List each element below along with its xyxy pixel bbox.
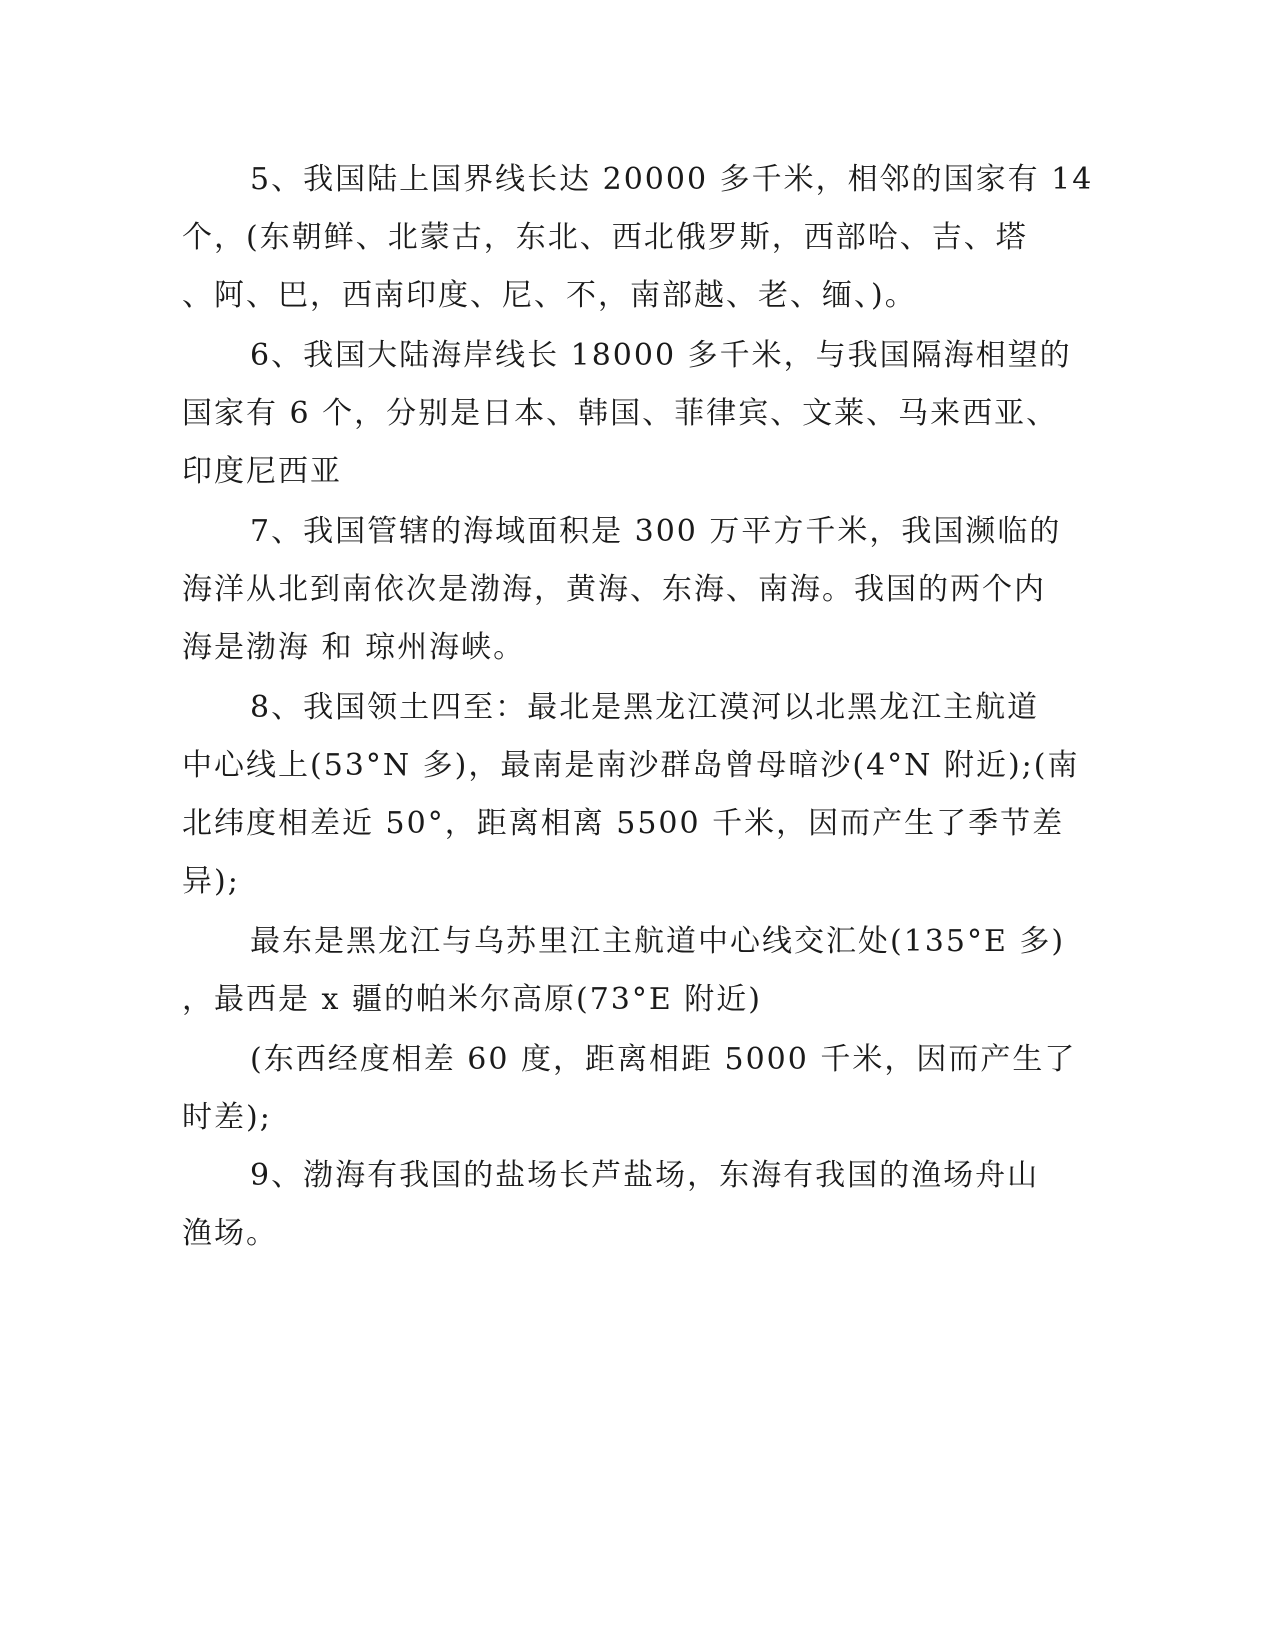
paragraph-7-line-3: 海是渤海 和 琼州海峡。 (182, 630, 526, 665)
longitude-note-line-1: (东西经度相差 60 度，距离相距 5000 千米，因而产生了 (250, 1042, 1077, 1077)
paragraph-5-line-2: 个，(东朝鲜、北蒙古，东北、西北俄罗斯，西部哈、吉、塔 (182, 220, 1028, 255)
paragraph-8-line-2: 中心线上(53°N 多)，最南是南沙群岛曾母暗沙(4°N 附近);(南 (182, 748, 1080, 783)
paragraph-6-line-1: 6、我国大陆海岸线长 18000 多千米，与我国隔海相望的 (250, 338, 1072, 373)
paragraph-9-line-2: 渔场。 (182, 1216, 278, 1251)
paragraph-6-line-2: 国家有 6 个，分别是日本、韩国、菲律宾、文莱、马来西亚、 (182, 396, 1059, 431)
paragraph-5-line-3: 、阿、巴，西南印度、尼、不，南部越、老、缅、)。 (182, 278, 917, 313)
paragraph-8-line-4: 异); (182, 864, 240, 899)
longitude-note-line-2: 时差); (182, 1100, 272, 1135)
paragraph-5-line-1: 5、我国陆上国界线长达 20000 多千米，相邻的国家有 14 (250, 162, 1094, 197)
paragraph-8-line-3: 北纬度相差近 50°，距离相离 5500 千米，因而产生了季节差 (182, 806, 1065, 841)
paragraph-7-line-2: 海洋从北到南依次是渤海，黄海、东海、南海。我国的两个内 (182, 572, 1046, 607)
paragraph-6-line-3: 印度尼西亚 (182, 454, 342, 489)
extremes-east-west-line-1: 最东是黑龙江与乌苏里江主航道中心线交汇处(135°E 多) (250, 924, 1066, 959)
paragraph-9-line-1: 9、渤海有我国的盐场长芦盐场，东海有我国的渔场舟山 (250, 1158, 1040, 1193)
paragraph-7-line-1: 7、我国管辖的海域面积是 300 万平方千米，我国濒临的 (250, 514, 1062, 549)
paragraph-8-line-1: 8、我国领土四至：最北是黑龙江漠河以北黑龙江主航道 (250, 690, 1040, 725)
extremes-east-west-line-2: ，最西是 x 疆的帕米尔高原(73°E 附近) (182, 982, 763, 1017)
